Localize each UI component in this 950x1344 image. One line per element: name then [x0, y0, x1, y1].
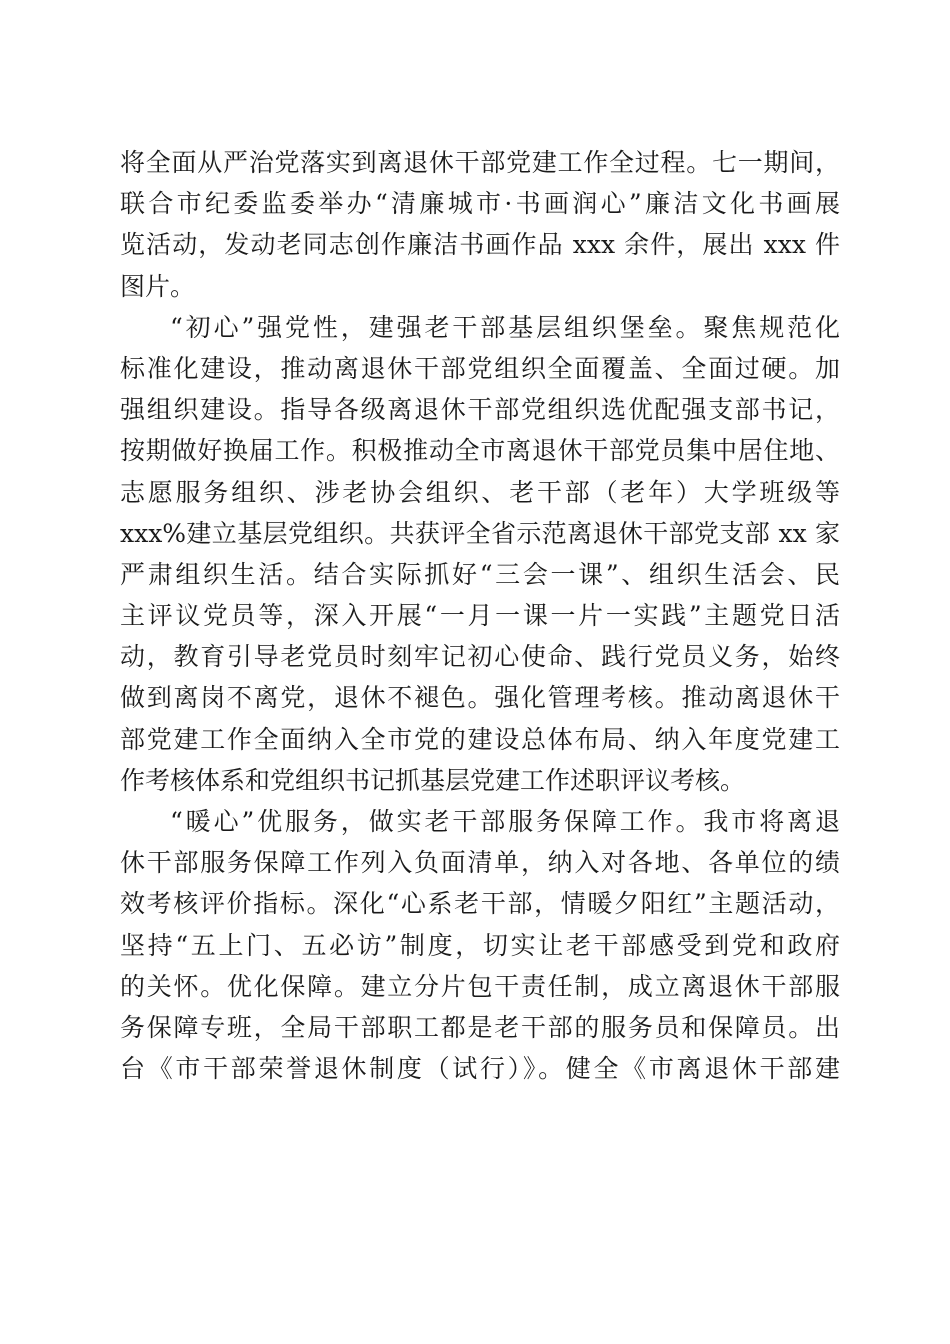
text-line: 将全面从严治党落实到离退休干部党建工作全过程。七一期间， [120, 148, 840, 177]
text-line: 休干部服务保障工作列入负面清单，纳入对各地、各单位的绩 [120, 848, 840, 878]
text-line: 标准化建设，推动离退休干部党组织全面覆盖、全面过硬。加 [120, 353, 840, 383]
text-line: 作考核体系和党组织书记抓基层党建工作述职评议考核。 [120, 765, 746, 795]
text-line: 志愿服务组织、涉老协会组织、老干部（老年）大学班级等 [120, 477, 840, 507]
text-line: 动，教育引导老党员时刻牢记初心使命、践行党员义务，始终 [120, 642, 840, 672]
text-line: 主评议党员等，深入开展“一月一课一片一实践”主题党日活 [120, 601, 840, 631]
text-line: 做到离岗不离党，退休不褪色。强化管理考核。推动离退休干 [120, 683, 840, 713]
text-line: 部党建工作全面纳入全市党的建设总体布局、纳入年度党建工 [120, 724, 840, 754]
text-line: 按期做好换届工作。积极推动全市离退休干部党员集中居住地、 [120, 436, 840, 466]
text-line: xxx%建立基层党组织。共获评全省示范离退休干部党支部 xx 家 [120, 518, 840, 548]
text-line: 联合市纪委监委举办“清廉城市·书画润心”廉洁文化书画展 [120, 189, 840, 219]
body-text [120, 142, 840, 1089]
text-line: 的关怀。优化保障。建立分片包干责任制，成立离退休干部服 [120, 971, 840, 1001]
text-line: 图片。 [120, 271, 196, 301]
text-line: 效考核评价指标。深化“心系老干部，情暖夕阳红”主题活动， [120, 889, 840, 919]
text-line: 强组织建设。指导各级离退休干部党组织选优配强支部书记， [120, 395, 840, 425]
text-line: 台《市干部荣誉退休制度（试行）》。健全《市离退休干部建 [120, 1054, 840, 1084]
text-line: 务保障专班，全局干部职工都是老干部的服务员和保障员。出 [120, 1012, 840, 1042]
text-line: 览活动，发动老同志创作廉洁书画作品 xxx 余件，展出 xxx 件 [120, 230, 840, 260]
paragraph-first-line: “暖心”优服务，做实老干部服务保障工作。我市将离退 [170, 807, 840, 836]
paragraph-first-line: “初心”强党性，建强老干部基层组织堡垒。聚焦规范化 [170, 312, 840, 342]
text-line: 严肃组织生活。结合实际抓好“三会一课”、组织生活会、民 [120, 559, 840, 589]
text-line: 坚持“五上门、五必访”制度，切实让老干部感受到党和政府 [120, 930, 840, 960]
